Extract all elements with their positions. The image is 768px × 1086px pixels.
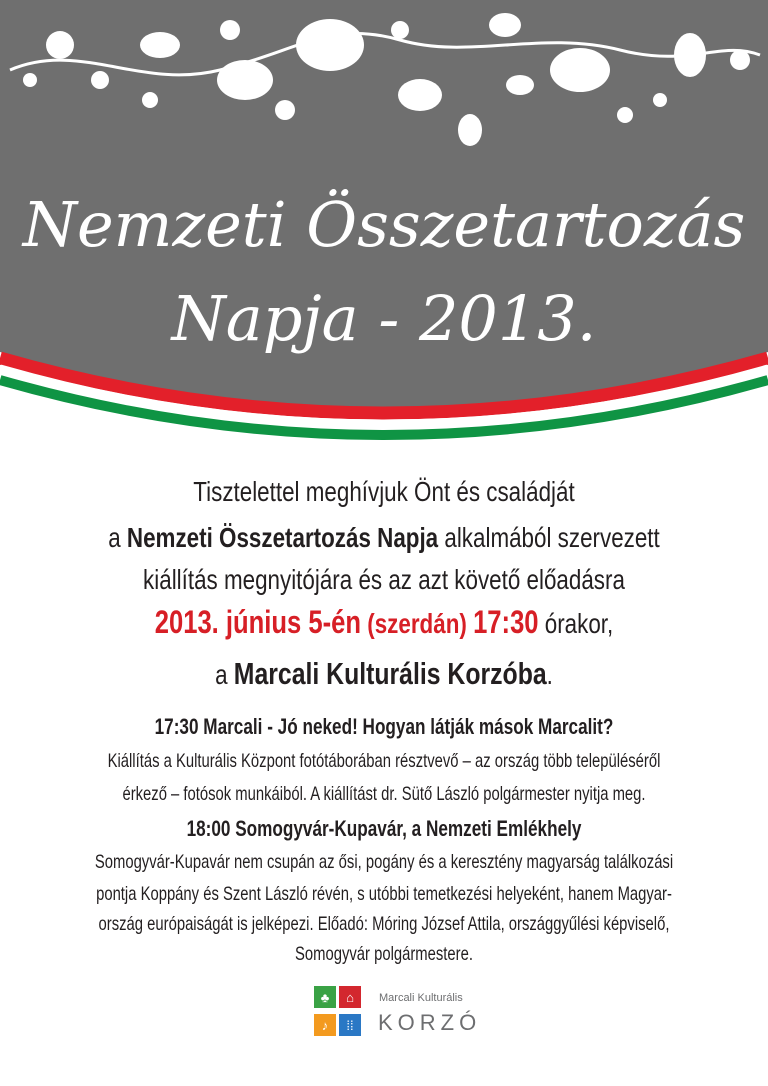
venue-name: Marcali Kulturális Korzóba <box>233 656 547 691</box>
invitation-venue-line <box>77 656 691 692</box>
invitation-line-3: kiállítás megnyitójára és az azt követő előadásra <box>143 564 625 595</box>
program-2-text: Somogyvár polgármestere. <box>295 943 473 965</box>
text: . <box>546 659 553 690</box>
text: a <box>215 659 234 690</box>
program-1-text: Kiállítás a Kulturális Központ fotótáborában résztvevő – az ország több településéről <box>107 750 661 772</box>
text: alkalmából szervezett <box>438 522 660 553</box>
tree-icon: ♣ <box>314 986 336 1008</box>
event-date: 2013. június 5-én <box>154 604 362 640</box>
event-time: 17:30 <box>473 604 539 640</box>
invitation-line-2 <box>77 522 691 554</box>
title-line-2: Napja - 2013. <box>171 282 597 355</box>
event-name: Nemzeti Összetartozás Napja <box>126 522 439 553</box>
program-2-text: Somogyvár-Kupavár nem csupán az ősi, pogány és a keresztény magyarság találkozási <box>94 851 674 873</box>
korzo-logo <box>308 982 488 1048</box>
logo-text-line-1: Marcali Kulturális <box>379 992 463 1004</box>
text: órakor, <box>538 608 614 639</box>
text: a <box>108 522 127 553</box>
invitation-line-1: Tisztelettel meghívjuk Önt és családját <box>193 476 575 507</box>
museum-icon: ⌂ <box>339 986 361 1008</box>
program-2-text: pontja Koppány és Szent László révén, s utóbbi temetkezési helyeként, hanem Magyar- <box>96 883 672 905</box>
music-note-icon: ♪ <box>314 1014 336 1036</box>
invitation-date-line <box>77 604 691 641</box>
program-2-heading: 18:00 Somogyvár-Kupavár, a Nemzeti Emlékhely <box>186 816 582 841</box>
logo-text-line-2: KORZÓ <box>378 1010 482 1035</box>
program-1-text: érkező – fotósok munkáiból. A kiállítást dr. Sütő László polgármester nyitja meg. <box>122 783 646 805</box>
program-2-text: ország európaiságát is jelképezi. Előadó: Móring József Attila, országgyűlési képviselő, <box>98 913 670 935</box>
title-line-1: Nemzeti Összetartozás <box>22 188 746 261</box>
event-weekday: (szerdán) <box>361 608 474 639</box>
people-icon: ⁞⁞ <box>339 1014 361 1036</box>
program-1-heading: 17:30 Marcali - Jó neked! Hogyan látják mások Marcalit? <box>154 714 614 739</box>
